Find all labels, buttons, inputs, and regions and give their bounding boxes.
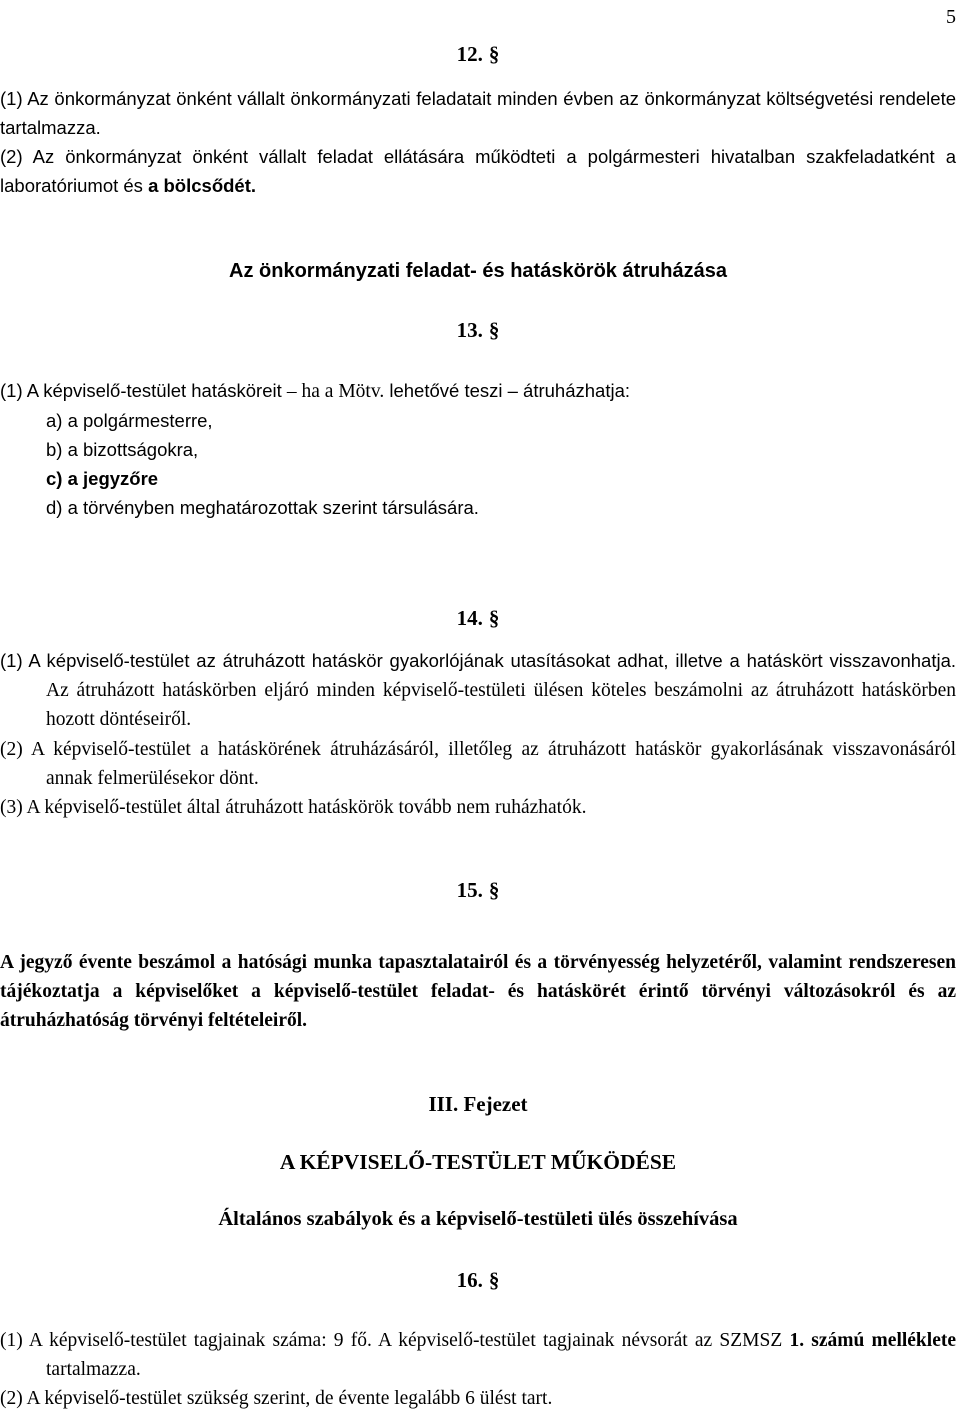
s16-p1-c: tartalmazza. — [46, 1359, 141, 1380]
section-15-heading — [0, 878, 956, 903]
s13-item-c: c) a jegyzőre — [46, 468, 159, 489]
section-13-heading — [0, 318, 956, 343]
section-14-heading — [0, 606, 956, 631]
chapter-label: III. Fejezet — [428, 1092, 528, 1116]
s16-paragraph-2: (2) A képviselő-testület szükség szerint, de évente legalább 6 ülést tart. — [0, 1388, 553, 1409]
section-12-heading — [0, 42, 956, 67]
s12-p2-text: (2) Az önkormányzat önként vállalt feladat ellátására működteti a polgármesteri hivatalban szakfeladatként a laboratóriumot és — [0, 146, 956, 196]
chapter-title: A KÉPVISELŐ-TESTÜLET MŰKÖDÉSE — [279, 1150, 677, 1174]
s13-item-a: a) a polgármesterre, — [46, 410, 213, 431]
section-symbol: § — [488, 878, 500, 902]
s13-item-b: b) a bizottságokra, — [46, 439, 199, 460]
section-symbol: § — [488, 318, 500, 342]
transfer-heading: Az önkormányzati feladat- és hatáskörök átruházása — [229, 260, 727, 282]
s16-paragraph-1 — [0, 1326, 956, 1384]
s14-p1-a: (1) A képviselő-testület az átruházott hatáskör gyakorlójának utasításokat adhat, illetve a hatáskört visszavonhatja. — [0, 650, 956, 671]
s12-p2-bold: a bölcsődét. — [148, 175, 257, 196]
s14-paragraph-3: (3) A képviselő-testület által átruházott hatáskörök tovább nem ruházhatók. — [0, 797, 587, 818]
section-16-heading — [0, 1268, 956, 1293]
section-title: Általános szabályok és a képviselő-testületi ülés összehívása — [218, 1208, 738, 1230]
section-number: 16. — [456, 1268, 483, 1292]
page-number: 5 — [946, 6, 956, 28]
section-symbol: § — [488, 1268, 500, 1292]
s14-paragraph-1 — [0, 646, 956, 734]
s12-paragraph-1: (1) Az önkormányzat önként vállalt önkormányzati feladatait minden évben az önkormányzat költségvetési rendelete tartalmazza. — [0, 88, 956, 138]
s16-p1-a: (1) A képviselő-testület tagjainak száma: 9 fő. A képviselő-testület tagjainak névsorát az SZMSZ — [0, 1330, 790, 1351]
section-number: 12. — [456, 42, 483, 66]
section-symbol: § — [488, 42, 500, 66]
section-number: 14. — [456, 606, 483, 630]
s13-intro-b: – ha a Mötv. — [286, 381, 385, 402]
s14-p1-b: Az átruházott hatáskörben eljáró minden képviselő-testületi ülésen köteles beszámolni az átruházott hatáskörben hozott döntéseiről. — [46, 680, 956, 730]
s13-intro-c: lehetővé teszi – átruházhatja: — [384, 380, 631, 401]
section-number: 15. — [456, 878, 483, 902]
s16-p1-b: 1. számú melléklete — [789, 1330, 956, 1351]
s14-paragraph-2: (2) A képviselő-testület a hatáskörének átruházásáról, illetőleg az átruházott hatáskör gyakorlásának visszavonásáról annak felmerülésekor dönt. — [0, 739, 956, 789]
s13-intro — [0, 376, 956, 406]
section-symbol: § — [488, 606, 500, 630]
s12-paragraph-2 — [0, 142, 956, 200]
s13-item-d: d) a törvényben meghatározottak szerint társulására. — [46, 497, 479, 518]
section-number: 13. — [456, 318, 483, 342]
s13-intro-a: (1) A képviselő-testület hatásköreit — [0, 380, 287, 401]
s15-text: A jegyző évente beszámol a hatósági munka tapasztalatairól és a törvényesség helyzetéről, valamint rendszeresen tájékoztatja a képviselőket a képviselő-testület feladat- és hatáskörét érintő törvényi változásokról és az átruházhatóság törvényi feltételeiről. — [0, 952, 956, 1031]
